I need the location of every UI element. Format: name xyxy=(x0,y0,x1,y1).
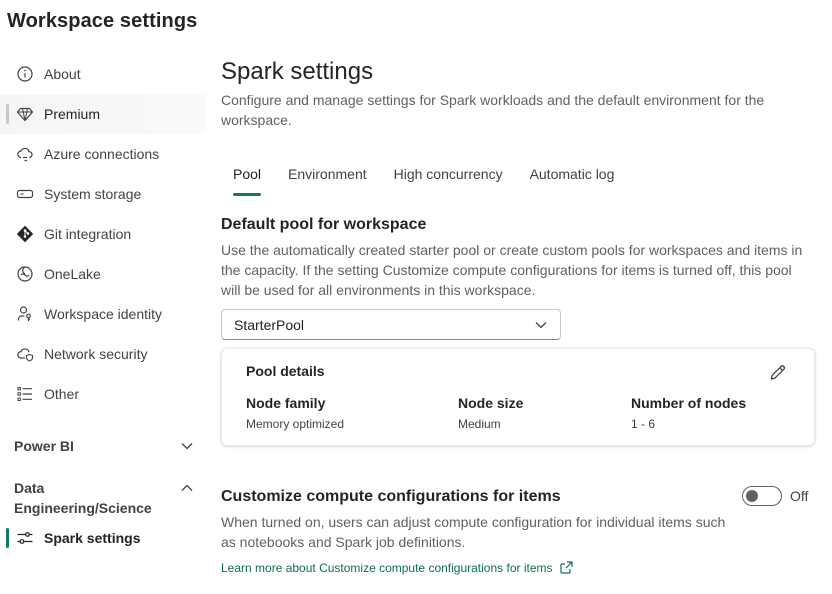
sidebar-item-premium[interactable] xyxy=(0,94,205,134)
sidebar-section-power-bi[interactable] xyxy=(14,436,194,456)
chevron-down-icon xyxy=(534,318,548,332)
number-of-nodes-label: Number of nodes xyxy=(631,395,747,411)
tab-label: High concurrency xyxy=(393,166,503,182)
git-icon xyxy=(16,225,34,243)
storage-icon xyxy=(16,185,34,203)
diamond-icon xyxy=(16,105,34,123)
sidebar-item-network-security[interactable] xyxy=(0,334,205,374)
section-title: Spark settings xyxy=(221,58,374,85)
tab-bar xyxy=(221,160,641,196)
default-pool-title: Default pool for workspace xyxy=(221,216,427,233)
sidebar-item-system-storage[interactable] xyxy=(0,174,205,214)
pool-dropdown[interactable] xyxy=(221,309,561,340)
default-pool-description: Use the automatically created starter pool or create custom pools for workspaces and items in the capacity. If the setting Customize compute configurations for items is turned off, this pool will be used for all environments in this workspace. xyxy=(221,242,803,298)
edit-pencil-icon[interactable] xyxy=(768,363,788,383)
section-label-line-2: Engineering/Science xyxy=(14,500,152,516)
toggle-state-label: Off xyxy=(790,488,809,504)
tab-high-concurrency[interactable] xyxy=(394,160,503,196)
section-label xyxy=(14,478,152,518)
sliders-icon xyxy=(16,529,34,547)
sidebar-item-label: System storage xyxy=(44,186,142,202)
node-size-value: Medium xyxy=(458,417,501,431)
tab-label: Environment xyxy=(288,166,367,182)
info-icon xyxy=(16,65,34,83)
sidebar-item-label: About xyxy=(44,66,81,82)
sidebar-item-label: Workspace identity xyxy=(44,306,163,322)
sidebar-item-git-integration[interactable] xyxy=(0,214,205,254)
chevron-down-icon xyxy=(180,439,194,453)
settings-sidebar xyxy=(0,54,205,414)
sidebar-item-label: Spark settings xyxy=(44,530,141,546)
sidebar-item-spark-settings[interactable] xyxy=(0,518,205,558)
tab-environment[interactable] xyxy=(288,160,367,196)
sidebar-item-label: Other xyxy=(44,386,80,402)
learn-more-link[interactable] xyxy=(221,560,574,575)
main-content xyxy=(221,56,821,130)
node-family-label: Node family xyxy=(246,395,326,411)
node-size-label: Node size xyxy=(458,395,524,411)
cloud-link-icon xyxy=(16,145,34,163)
section-description: Configure and manage settings for Spark workloads and the default environment for the workspace. xyxy=(221,92,765,128)
number-of-nodes-column xyxy=(631,395,746,431)
sidebar-item-label: Premium xyxy=(44,106,101,122)
tab-automatic-log[interactable] xyxy=(530,160,615,196)
person-key-icon xyxy=(16,305,34,323)
sidebar-item-workspace-identity[interactable] xyxy=(0,294,205,334)
external-link-icon xyxy=(559,560,574,575)
sidebar-item-label: OneLake xyxy=(44,266,101,282)
customize-compute-description: When turned on, users can adjust compute configuration for individual items such as notebooks and Spark job definitions. xyxy=(221,514,726,550)
learn-more-link-text: Learn more about Customize compute configurations for items xyxy=(221,560,553,575)
sidebar-item-onelake[interactable] xyxy=(0,254,205,294)
customize-compute-title: Customize compute configurations for items xyxy=(221,488,561,505)
node-family-column xyxy=(246,395,344,431)
sidebar-item-other[interactable] xyxy=(0,374,205,414)
pool-dropdown-value: StarterPool xyxy=(234,316,305,333)
sidebar-item-azure-connections[interactable] xyxy=(0,134,205,174)
sidebar-section-data-engineering[interactable] xyxy=(14,478,194,518)
tab-label: Pool xyxy=(233,166,262,182)
sidebar-item-label: Network security xyxy=(44,346,148,362)
sidebar-item-label: Azure connections xyxy=(44,146,160,162)
number-of-nodes-value: 1 - 6 xyxy=(631,417,656,431)
tab-label: Automatic log xyxy=(529,166,615,182)
onelake-icon xyxy=(16,265,34,283)
customize-compute-toggle[interactable] xyxy=(742,486,782,506)
section-label-line-1: Data xyxy=(14,480,45,496)
selection-indicator xyxy=(6,104,9,124)
cloud-shield-icon xyxy=(16,345,34,363)
active-indicator xyxy=(6,528,9,548)
list-icon xyxy=(16,385,34,403)
sidebar-item-about[interactable] xyxy=(0,54,205,94)
pool-details-title: Pool details xyxy=(246,363,325,379)
section-label: Power BI xyxy=(14,438,74,454)
page-title: Workspace settings xyxy=(7,10,198,32)
node-size-column xyxy=(458,395,523,431)
pool-details-card xyxy=(221,348,815,446)
chevron-up-icon xyxy=(180,481,194,495)
tab-pool[interactable] xyxy=(233,160,261,196)
sidebar-item-label: Git integration xyxy=(44,226,132,242)
node-family-value: Memory optimized xyxy=(246,417,345,431)
toggle-knob xyxy=(746,490,758,502)
tab-underline xyxy=(233,193,261,196)
